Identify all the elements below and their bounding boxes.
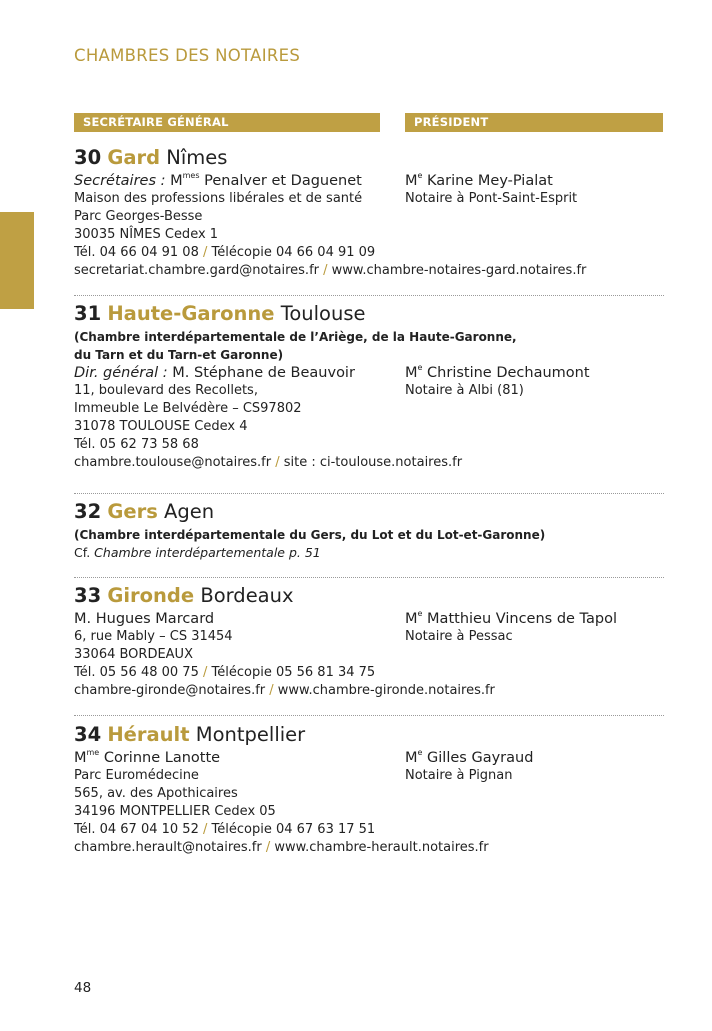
website-link[interactable]: www.chambre-gironde.notaires.fr: [277, 683, 495, 698]
address-line: 34196 MONTPELLIER Cedex 05: [74, 804, 276, 819]
entry-city: Montpellier: [195, 723, 306, 746]
entry-contacts: [74, 610, 664, 682]
contact-links: chambre-gironde@notaires.fr / www.chambre-gironde.notaires.fr: [74, 683, 495, 698]
president-role: Notaire à Pignan: [405, 768, 513, 783]
president-name: Me Matthieu Vincens de Tapol: [405, 609, 617, 627]
entry-number: 33: [74, 584, 102, 607]
entry-contacts: [74, 749, 664, 839]
website-link[interactable]: www.chambre-notaires-gard.notaires.fr: [331, 263, 587, 278]
address-line: Parc Georges-Besse: [74, 209, 203, 224]
president-column-header: PRÉSIDENT: [405, 113, 663, 132]
address-line: 6, rue Mably – CS 31454: [74, 629, 233, 644]
divider: [74, 295, 664, 296]
entry-department: Gers: [107, 500, 158, 523]
entry-note: (Chambre interdépartementale du Gers, du Lot et du Lot-et-Garonne): [74, 528, 546, 542]
entry-contacts: [74, 172, 664, 262]
email-link[interactable]: chambre-gironde@notaires.fr: [74, 683, 266, 698]
email-link[interactable]: chambre.herault@notaires.fr: [74, 840, 262, 855]
entry-gard: [74, 146, 664, 280]
entry-title: [74, 584, 664, 610]
secretary-block: [74, 610, 404, 682]
address-line: 565, av. des Apothicaires: [74, 786, 238, 801]
president-block: [405, 610, 665, 646]
address-line: Maison des professions libérales et de santé: [74, 191, 363, 206]
president-block: [405, 364, 665, 400]
entry-number: 34: [74, 723, 102, 746]
entry-number: 31: [74, 302, 102, 325]
entry-gironde: [74, 584, 664, 700]
website-link[interactable]: www.chambre-herault.notaires.fr: [274, 840, 489, 855]
contact-links: secretariat.chambre.gard@notaires.fr / www.chambre-notaires-gard.notaires.fr: [74, 263, 587, 278]
president-name: Me Christine Dechaumont: [405, 363, 590, 381]
page-number: 48: [74, 980, 92, 996]
phone-line: Tél. 04 67 04 10 52 / Télécopie 04 67 63 17 51: [74, 822, 376, 837]
entry-title: [74, 723, 664, 749]
secretary-name: Secrétaires : $M^{mes}$ Penalver et Daguenet: [74, 171, 362, 189]
phone-line: Tél. 05 62 73 58 68: [74, 437, 199, 452]
secretary-name: M. Hugues Marcard: [74, 611, 215, 627]
entry-note: (Chambre interdépartementale de l’Ariège, de la Haute-Garonne,: [74, 330, 517, 344]
entry-note: du Tarn et du Tarn-et Garonne): [74, 348, 284, 362]
address-line: 30035 NÎMES Cedex 1: [74, 227, 219, 242]
entry-title: [74, 302, 664, 328]
cross-reference: Cf. Chambre interdépartementale p. 51: [74, 545, 321, 560]
website-link[interactable]: site : ci-toulouse.notaires.fr: [283, 455, 463, 470]
phone-line: Tél. 05 56 48 00 75 / Télécopie 05 56 81 34 75: [74, 665, 376, 680]
address-line: 33064 BORDEAUX: [74, 647, 193, 662]
entry-gers: [74, 500, 664, 562]
phone-line: Tél. 04 66 04 91 08 / Télécopie 04 66 04 91 09: [74, 245, 376, 260]
entry-title: [74, 500, 664, 526]
president-block: [405, 749, 665, 785]
address-line: 11, boulevard des Recollets,: [74, 383, 258, 398]
address-line: Parc Euromédecine: [74, 768, 199, 783]
secretary-name: $M^{me}$ Corinne Lanotte: [74, 748, 221, 766]
contact-links: chambre.herault@notaires.fr / www.chambre-herault.notaires.fr: [74, 840, 489, 855]
entry-herault: [74, 723, 664, 857]
entry-department: Hérault: [107, 723, 190, 746]
email-link[interactable]: secretariat.chambre.gard@notaires.fr: [74, 263, 319, 278]
president-name: Me Gilles Gayraud: [405, 748, 534, 766]
secretary-block: [74, 172, 404, 262]
divider: [74, 493, 664, 494]
entry-department: Gironde: [107, 584, 195, 607]
secretary-name: Dir. général : M. Stéphane de Beauvoir: [74, 365, 355, 381]
president-role: Notaire à Pessac: [405, 629, 513, 644]
divider: [74, 715, 664, 716]
address-line: Immeuble Le Belvédère – CS97802: [74, 401, 302, 416]
secretary-block: [74, 749, 404, 839]
entry-number: 30: [74, 146, 102, 169]
secretary-column-header: SECRÉTAIRE GÉNÉRAL: [74, 113, 380, 132]
president-name: Me Karine Mey-Pialat: [405, 171, 553, 189]
entry-city: Toulouse: [280, 302, 366, 325]
page-header-title: CHAMBRES DES NOTAIRES: [74, 46, 301, 65]
president-role: Notaire à Albi (81): [405, 383, 524, 398]
entry-number: 32: [74, 500, 102, 523]
entry-city: Bordeaux: [200, 584, 294, 607]
section-side-tab: [0, 212, 34, 309]
president-block: [405, 172, 665, 208]
address-line: 31078 TOULOUSE Cedex 4: [74, 419, 248, 434]
entry-city: Nîmes: [166, 146, 228, 169]
entry-title: [74, 146, 664, 172]
secretary-block: [74, 364, 404, 454]
divider: [74, 577, 664, 578]
entry-department: Gard: [107, 146, 161, 169]
entry-haute-garonne: [74, 302, 664, 472]
email-link[interactable]: chambre.toulouse@notaires.fr: [74, 455, 272, 470]
entry-contacts: [74, 364, 664, 454]
entry-city: Agen: [164, 500, 215, 523]
contact-links: chambre.toulouse@notaires.fr / site : ci-toulouse.notaires.fr: [74, 455, 463, 470]
entry-department: Haute-Garonne: [107, 302, 275, 325]
president-role: Notaire à Pont-Saint-Esprit: [405, 191, 578, 206]
